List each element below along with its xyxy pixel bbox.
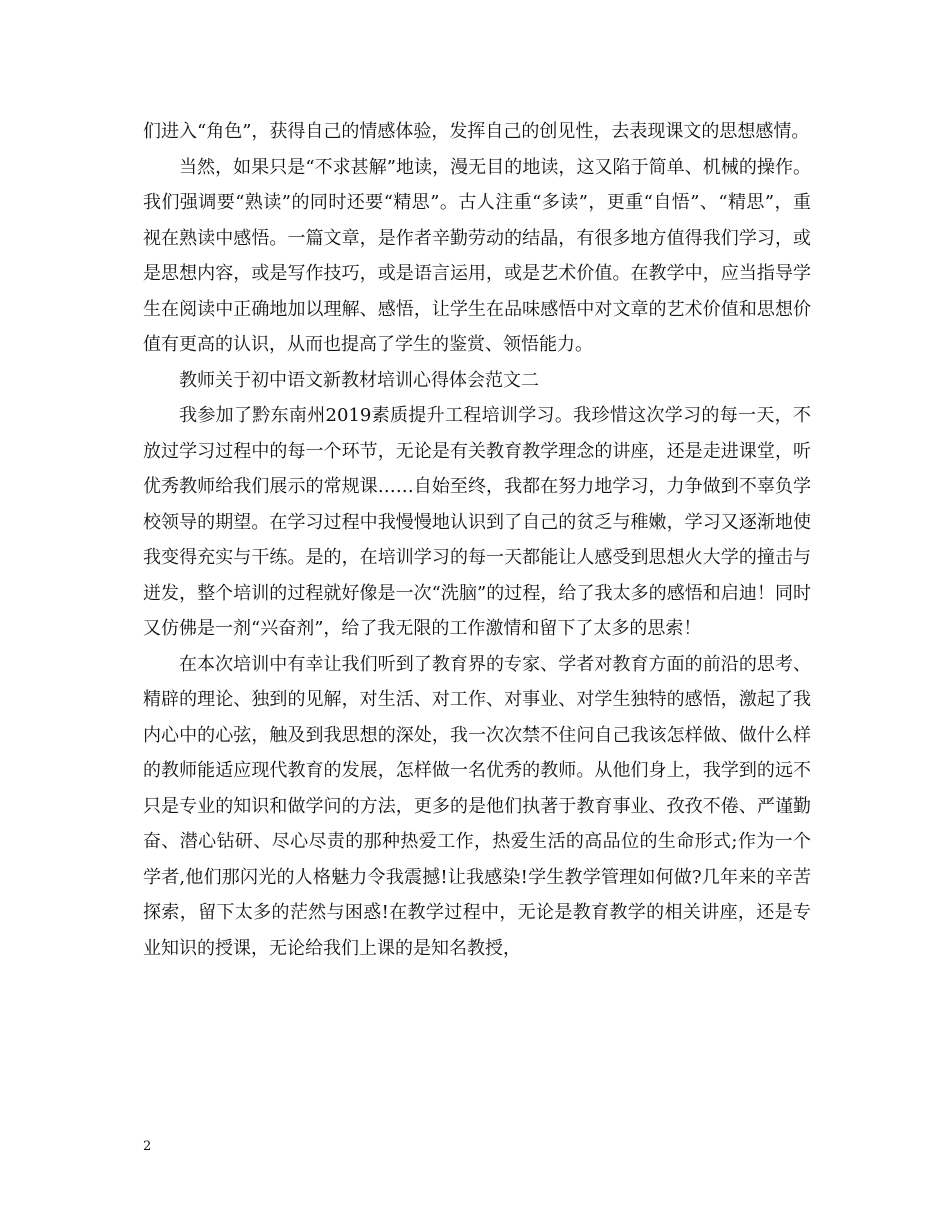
section-heading: 教师关于初中语文新教材培训心得体会范文二	[179, 369, 539, 391]
paragraph-continuation: 们进入“角色”，获得自己的情感体验，发挥自己的创见性，去表现课文的思想感情。	[143, 121, 810, 142]
paragraph-training-insights: 在本次培训中有幸让我们听到了教育界的专家、学者对教育方面的前沿的思考、精辟的理论、独到的见解，对生活、对工作、对事业、对学生独特的感悟，激起了我内心中的心弦，触及到我思想的深处，我一次次禁不住问自己我该怎样做、做什么样的教师能适应现代教育的发展，怎样做一名优秀的教师。从他们身上，我学到的远不只是专业的知识和做学问的方法，更多的是他们执著于教育事业、孜孜不倦、严谨勤奋、潜心钻研、尽心尽责的那种热爱工作，热爱生活的高品位的生命形式;作为一个学者,他们那闪光的人格魅力令我震撼!让我感染!学生教学管理如何做?几年来的辛苦探索，留下太多的茫然与困惑!在教学过程中，无论是教育教学的相关讲座，还是专业知识的授课，无论给我们上课的是知名教授，	[143, 653, 811, 959]
page-number: 2	[143, 1139, 152, 1154]
paragraph-reading-reflection: 当然，如果只是“不求甚解”地读，漫无目的地读，这又陷于简单、机械的操作。我们强调要“熟读”的同时还要“精思”。古人注重“多读”，更重“自悟”、“精思”，重视在熟读中感悟。一篇文章，是作者辛勤劳动的结晶，有很多地方值得我们学习，或是思想内容，或是写作技巧，或是语言运用，或是艺术价值。在教学中，应当指导学生在阅读中正确地加以理解、感悟，让学生在品味感悟中对文章的艺术价值和思想价值有更高的认识，从而也提高了学生的鉴赏、领悟能力。	[143, 156, 811, 355]
paragraph-training-experience: 我参加了黔东南州2019素质提升工程培训学习。我珍惜这次学习的每一天，不放过学习过程中的每一个环节，无论是有关教育教学理念的讲座，还是走进课堂，听优秀教师给我们展示的常规课……自始至终，我都在努力地学习，力争做到不辜负学校领导的期望。在学习过程中我慢慢地认识到了自己的贫乏与稚嫩，学习又逐渐地使我变得充实与干练。是的，在培训学习的每一天都能让人感受到思想火大学的撞击与迸发，整个培训的过程就好像是一次“洗脑”的过程，给了我太多的感悟和启迪！同时又仿佛是一剂“兴奋剂”，给了我无限的工作激情和留下了太多的思索！	[143, 405, 811, 639]
document-body	[143, 114, 811, 966]
